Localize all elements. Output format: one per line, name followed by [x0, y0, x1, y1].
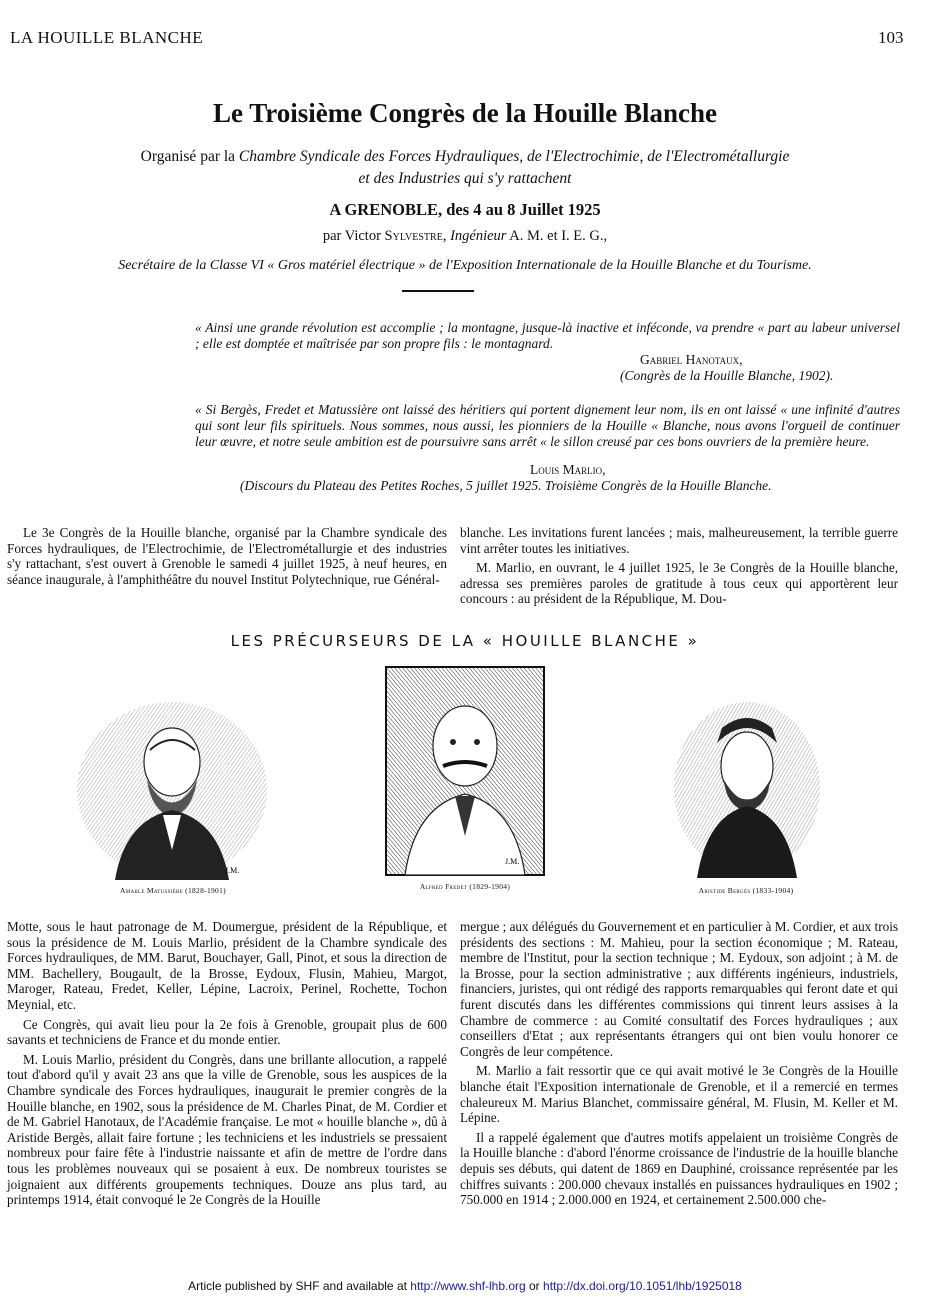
- portrait-signature: J.M.: [505, 857, 520, 866]
- author-prefix: par Victor: [322, 228, 385, 244]
- paragraph: Ce Congrès, qui avait lieu pour la 2e fois à Grenoble, groupait plus de 600 savants et techniciens de France et du monde entier.: [7, 1016, 447, 1048]
- running-head: LA HOUILLE BLANCHE: [10, 28, 204, 47]
- epigraph-quote-2: « Si Bergès, Fredet et Matussière ont laissé des héritiers qui portent dignement leur nom, ils en ont laissé « une infinité d'autres qui sont leur fils spirituels. Nous sommes, nous aussi, les pionniers de la Houille « Blanche, nous avons l'orgueil de continuer leur œuvre, et notre seule ambition est de poursuivre sans arrêt « le sillon creusé par ces bons ouvriers de la première heure.: [195, 402, 900, 449]
- body-bottom-right-column: [460, 919, 898, 1212]
- epigraph-author-1: Gabriel Hanotaux,: [640, 352, 743, 367]
- title-divider: [402, 290, 474, 292]
- portrait-berges-engraving: [672, 688, 822, 878]
- footer-prefix: Article published by SHF and available at: [188, 1279, 411, 1293]
- portrait-caption-berges: Aristide Bergès (1833-1904): [698, 886, 794, 895]
- publication-footer: [0, 1279, 930, 1293]
- paragraph: Motte, sous le haut patronage de M. Doumergue, président de la République, et sous la présidence de M. Louis Marlio, président de la Chambre syndicale des Forces hydrauliques, de MM. Barut, Bouchayer, Gall, Pinot, et sous la direction de MM. Bachellery, Bougault, de la Brosse, Eydoux, Flusin, Mahieu, Margot, Maroger, Rateau, Fredet, Keller, Lépine, Lacroix, Perinel, Rochette, Tochon Meynial, etc.: [7, 919, 447, 1012]
- page-number: 103: [878, 28, 904, 47]
- portrait-caption-matussiere: Amable Matussière (1828-1901): [120, 886, 226, 895]
- paragraph: blanche. Les invitations furent lancées ; mais, malheureusement, la terrible guerre vint arrêter toutes les initiatives.: [460, 525, 898, 556]
- congress-place-date: A GRENOBLE, des 4 au 8 Juillet 1925: [329, 200, 601, 219]
- portrait-caption-fredet: Alfred Fredet (1829-1904): [419, 882, 511, 891]
- epigraph-source-2: (Discours du Plateau des Petites Roches, 5 juillet 1925. Troisième Congrès de la Houille Blanche.: [240, 478, 772, 493]
- body-top-left-column: [7, 525, 447, 591]
- author-title: , Ingénieur: [442, 228, 507, 244]
- paragraph: Il a rappelé également que d'autres motifs appelaient un troisième Congrès de la Houille blanche : d'abord l'énorme croissance de l'industrie de la houille blanche depuis ses débuts, qui datent de 1869 en Dauphiné, croissance représentée par les chiffres suivants : 200.000 chevaux installés en puissances hydrauliques en 1902 ; 750.000 en 1914 ; 2.000.000 en 1924, et certainement 2.500.000 che-: [460, 1129, 898, 1208]
- portrait-fredet-engraving: [385, 666, 545, 876]
- author-line: [0, 228, 930, 245]
- paragraph: M. Marlio, en ouvrant, le 4 juillet 1925, le 3e Congrès de la Houille blanche, adressa ses premières paroles de gratitude à tous ceux qui apportèrent leur concours : au président de la République, M. Dou-: [460, 560, 898, 607]
- portrait-signature: J.M.: [225, 866, 240, 875]
- epigraph-source-1: (Congrès de la Houille Blanche, 1902).: [620, 368, 834, 383]
- paragraph: M. Marlio a fait ressortir que ce qui avait motivé le 3e Congrès de la Houille blanche était l'Exposition internationale de Grenoble, et il a remercié en termes chaleureux M. Marius Blanchet, commissaire général, M. Flusin, M. Keller et M. Lépine.: [460, 1063, 898, 1126]
- body-bottom-left-column: [7, 919, 447, 1212]
- paragraph: Le 3e Congrès de la Houille blanche, organisé par la Chambre syndicale des Forces hydrauliques, de l'Electrochimie, de l'Electrométallurgie et des industries s'y rattachant, s'est ouvert à Grenoble le samedi 4 juillet 1925, à neuf heures, en séance inaugurale, à l'amphithéâtre du nouvel Institut Polytechnique, rue Général-: [7, 525, 447, 587]
- subtitle-prefix: Organisé par la: [140, 148, 239, 165]
- portrait-matussiere-engraving: [75, 690, 270, 880]
- paragraph: M. Louis Marlio, président du Congrès, dans une brillante allocution, a rappelé tout d'abord qu'il y avait 23 ans que la ville de Grenoble, sous les auspices de la Chambre syndicale des Forces hydrauliques, inaugurait le premier congrès de la Houille blanche, en 1902, sous la présidence de M. Charles Pinat, de M. Cordier et de M. Gabriel Hanotaux, de l'Académie française. Le mot « houille blanche », dû à Aristide Bergès, allait faire fortune ; les techniciens et les industriels se pressaient nombreux pour faire fête à l'industrie naissante et afin de mettre de l'ordre dans tous les problèmes nouveaux qui se posaient à eux. De nombreux touristes se joignaient aux différents groupements techniques. Douze ans plus tard, au printemps 1914, était convoqué le 2e Congrès de la Houille: [7, 1051, 447, 1208]
- footer-middle: or: [525, 1279, 544, 1293]
- subtitle-italic-line2: et des Industries qui s'y rattachent: [358, 170, 572, 187]
- article-title: Le Troisième Congrès de la Houille Blanche: [213, 98, 717, 128]
- section-heading: LES PRÉCURSEURS DE LA « HOUILLE BLANCHE »: [230, 632, 700, 650]
- footer-link-doi[interactable]: http://dx.doi.org/10.1051/lhb/1925018: [543, 1279, 742, 1293]
- portrait-berges: [672, 688, 822, 878]
- subtitle-italic-line1: Chambre Syndicale des Forces Hydrauliques, de l'Electrochimie, de l'Electrométallurgie: [238, 148, 790, 165]
- footer-link-shf[interactable]: http://www.shf-lhb.org: [410, 1279, 526, 1293]
- article-subtitle: [30, 146, 900, 190]
- epigraph-quote-1: « Ainsi une grande révolution est accomplie ; la montagne, jusque-là inactive et inféconde, va prendre « part au labeur universel ; elle est domptée et maîtrisée par son propre fils : le montagnard.: [195, 320, 900, 351]
- portrait-matussiere: [75, 690, 270, 880]
- body-top-right-column: [460, 525, 898, 611]
- author-affiliation: Secrétaire de la Classe VI « Gros matériel électrique » de l'Exposition Internationale de la Houille Blanche et du Tourisme.: [118, 258, 812, 273]
- author-name: Sylvestre: [384, 228, 443, 244]
- paragraph: mergue ; aux délégués du Gouvernement et en particulier à M. Cordier, et aux trois présidents des sections : M. Mahieu, pour la section économique ; M. Rateau, membre de l'Institut, pour la section technique ; M. Eydoux, son adjoint ; à M. de la Brosse, pour la section administrative ; aux différents ingénieurs, industriels, financiers, juristes, qui ont rédigé des rapports remarquables qui feront date et qui furent discutés dans les différentes commissions qui tinrent leurs assises à la Chambre de commerce : au Comité consultatif des Forces hydrauliques ; aux conseillers d'Etat ; aux représentants étrangers qui ont bien voulu honorer ce Congrès de leur compétence.: [460, 919, 898, 1059]
- author-suffix: A. M. et I. E. G.,: [506, 228, 608, 244]
- epigraph-author-2: Louis Marlio,: [530, 462, 606, 477]
- portrait-fredet: [385, 666, 545, 876]
